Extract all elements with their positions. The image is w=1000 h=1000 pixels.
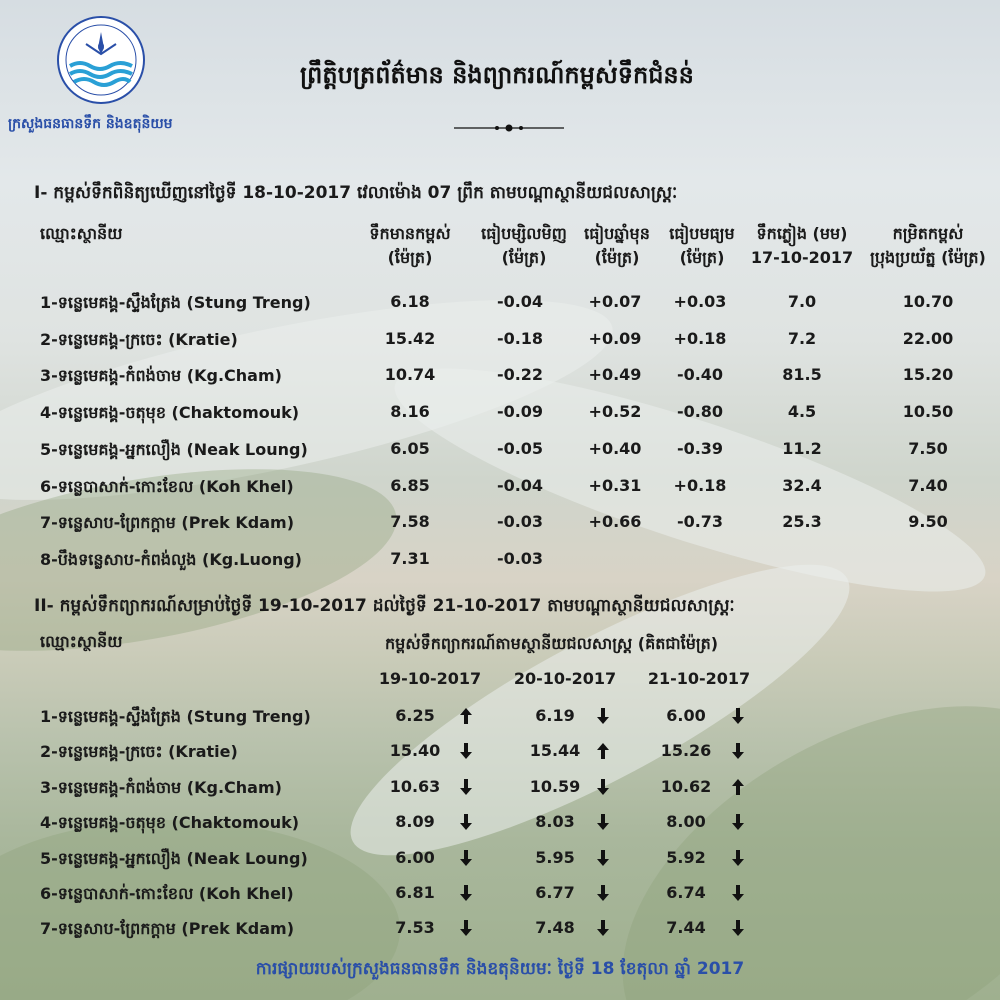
- arrow-down-icon: [597, 779, 609, 795]
- table-cell: 7.40: [908, 475, 948, 495]
- station-name: 1-ទន្លេមេគង្គ-ស្ទឹងត្រែង (Stung Treng): [40, 707, 311, 726]
- station-name: 7-ទន្លេសាប-ព្រែកក្តាម (Prek Kdam): [40, 919, 295, 939]
- forecast-value: 6.81: [395, 883, 435, 902]
- table-cell: -0.18: [496, 328, 544, 348]
- col-header: ទឹកភ្លៀង (មម) 17-10-2017: [750, 224, 854, 267]
- date-header: 21-10-2017: [647, 669, 751, 688]
- table-cell: 25.3: [782, 512, 822, 532]
- arrow-down-icon: [597, 920, 609, 936]
- col-station-header: ឈ្មោះស្ថានីយ: [40, 224, 123, 243]
- station-name: 5-ទន្លេមេគង្គ-អ្នកលឿង (Neak Loung): [40, 848, 308, 868]
- forecast-value: 6.77: [535, 883, 575, 902]
- forecast-value: 6.00: [666, 706, 706, 725]
- table-cell: 81.5: [782, 365, 822, 385]
- arrow-down-icon: [460, 850, 472, 866]
- table-cell: 22.00: [902, 328, 954, 348]
- table-cell: 6.85: [390, 475, 430, 495]
- col-header: ធៀបមធ្យម (ម៉ែត្រ): [669, 224, 735, 267]
- table-cell: +0.07: [588, 292, 642, 311]
- section-2-title: II- កម្ពស់ទឹកព្យាករណ៍សម្រាប់ថ្ងៃទី 19-10-2017 ដល់ថ្ងៃទី 21-10-2017 តាមបណ្តាស្ថានីយជលសាស្ត្រៈ: [34, 596, 735, 616]
- table-cell: 32.4: [782, 475, 822, 495]
- table-cell: 8.16: [390, 402, 430, 422]
- arrow-down-icon: [460, 885, 472, 901]
- arrow-down-icon: [597, 814, 609, 830]
- table-cell: +0.03: [673, 292, 727, 311]
- table-cell: -0.03: [496, 548, 544, 568]
- forecast-value: 8.09: [395, 812, 435, 832]
- station-name: 6-ទន្លេបាសាក់-កោះខែល (Koh Khel): [40, 476, 294, 496]
- arrow-down-icon: [460, 814, 472, 830]
- station-name: 4-ទន្លេមេគង្គ-ចតុមុខ (Chaktomouk): [40, 813, 300, 833]
- page-title: ព្រឹត្តិបត្រព័ត៌មាន និងព្យាករណ៍កម្ពស់ទឹកជំនន់: [300, 61, 694, 89]
- table-cell: -0.22: [496, 365, 544, 385]
- col-header: កម្រិតកម្ពស់ ប្រុងប្រយ័ត្ន (ម៉ែត្រ): [870, 224, 986, 267]
- table-cell: +0.18: [673, 328, 727, 348]
- forecast-value: 6.74: [666, 883, 706, 902]
- table-cell: 10.70: [902, 292, 954, 311]
- table-cell: +0.31: [588, 475, 642, 495]
- forecast-value: 5.92: [666, 847, 706, 867]
- station-name: 5-ទន្លេមេគង្គ-អ្នកលឿង (Neak Loung): [40, 439, 308, 459]
- arrow-down-icon: [732, 885, 744, 901]
- station-name: 6-ទន្លេបាសាក់-កោះខែល (Koh Khel): [40, 884, 294, 903]
- station-name: 7-ទន្លេសាប-ព្រែកក្តាម (Prek Kdam): [40, 513, 295, 533]
- table-cell: -0.80: [676, 402, 724, 422]
- forecast-value: 15.26: [660, 741, 712, 761]
- col-header: ធៀបម្សិលមិញ (ម៉ែត្រ): [481, 224, 567, 267]
- table-cell: +0.52: [588, 402, 642, 422]
- arrow-down-icon: [597, 850, 609, 866]
- col-header: ទឹកមានកម្ពស់ (ម៉ែត្រ): [369, 224, 451, 267]
- table-cell: +0.49: [588, 365, 642, 385]
- table-cell: +0.40: [588, 438, 642, 458]
- table-cell: 7.0: [787, 292, 817, 311]
- table-cell: 15.42: [384, 328, 436, 348]
- arrow-down-icon: [732, 743, 744, 759]
- forecast-value: 8.03: [535, 812, 575, 832]
- table-cell: 7.58: [390, 512, 430, 532]
- table-cell: -0.03: [496, 512, 544, 532]
- table-cell: -0.39: [676, 438, 724, 458]
- forecast-value: 6.19: [535, 706, 575, 725]
- arrow-down-icon: [460, 743, 472, 759]
- arrow-down-icon: [460, 920, 472, 936]
- ministry-logo-icon: [56, 14, 146, 106]
- table-cell: 7.2: [787, 328, 817, 348]
- date-header: 20-10-2017: [513, 669, 617, 688]
- forecast-value: 6.00: [395, 847, 435, 867]
- forecast-value: 7.48: [535, 918, 575, 938]
- forecast-value: 15.40: [389, 741, 441, 761]
- forecast-value: 10.63: [389, 776, 441, 796]
- col-station-header: ឈ្មោះស្ថានីយ: [40, 632, 123, 651]
- arrow-down-icon: [597, 885, 609, 901]
- forecast-value: 10.62: [660, 776, 712, 796]
- station-name: 1-ទន្លេមេគង្គ-ស្ទឹងត្រែង (Stung Treng): [40, 293, 311, 312]
- ornament-divider-icon: [454, 118, 564, 128]
- footer-text: ការផ្សាយរបស់ក្រសួងធនធានទឹក និងឧតុនិយមៈ ថ្ងៃទី 18 ខែតុលា ឆ្នាំ 2017: [255, 959, 745, 979]
- arrow-down-icon: [732, 920, 744, 936]
- section-1-title: I- កម្ពស់ទឹកពិនិត្យឃើញនៅថ្ងៃទី 18-10-2017 វេលាម៉ោង 07 ព្រឹក តាមបណ្តាស្ថានីយជលសាស្ត្រៈ: [34, 183, 678, 203]
- arrow-down-icon: [732, 814, 744, 830]
- table-cell: 6.18: [390, 292, 430, 311]
- date-header: 19-10-2017: [378, 669, 482, 688]
- table-cell: 15.20: [902, 365, 954, 385]
- station-name: 3-ទន្លេមេគង្គ-កំពង់ចាម (Kg.Cham): [40, 777, 282, 797]
- station-name: 3-ទន្លេមេគង្គ-កំពង់ចាម (Kg.Cham): [40, 366, 282, 386]
- table-cell: 7.31: [390, 548, 430, 568]
- table-cell: 6.05: [390, 438, 430, 458]
- forecast-value: 7.53: [395, 918, 435, 938]
- table-cell: -0.04: [496, 292, 544, 311]
- arrow-down-icon: [732, 708, 744, 724]
- table-cell: -0.09: [496, 402, 544, 422]
- table-cell: 10.74: [384, 365, 436, 385]
- forecast-value: 5.95: [535, 847, 575, 867]
- station-name: 2-ទន្លេមេគង្គ-ក្រចេះ (Kratie): [40, 742, 238, 762]
- col-header: ធៀបឆ្នាំមុន (ម៉ែត្រ): [584, 224, 650, 267]
- table-cell: 7.50: [908, 438, 948, 458]
- table-cell: +0.66: [588, 512, 642, 532]
- forecast-value: 6.25: [395, 706, 435, 725]
- station-name: 4-ទន្លេមេគង្គ-ចតុមុខ (Chaktomouk): [40, 403, 300, 423]
- table-cell: -0.40: [676, 365, 724, 385]
- table-cell: 9.50: [908, 512, 948, 532]
- arrow-up-icon: [460, 708, 472, 724]
- arrow-up-icon: [732, 779, 744, 795]
- arrow-down-icon: [732, 850, 744, 866]
- forecast-value: 8.00: [666, 812, 706, 832]
- arrow-down-icon: [597, 708, 609, 724]
- forecast-value: 7.44: [666, 918, 706, 938]
- table-cell: +0.09: [588, 328, 642, 348]
- table-cell: +0.18: [673, 475, 727, 495]
- station-name: 8-បឹងទន្លេសាប-កំពង់លួង (Kg.Luong): [40, 549, 302, 569]
- station-name: 2-ទន្លេមេគង្គ-ក្រចេះ (Kratie): [40, 329, 238, 349]
- arrow-up-icon: [597, 743, 609, 759]
- forecast-header: កម្ពស់ទឹកព្យាករណ៍តាមស្ថានីយជលសាស្ត្រ (គិតជាម៉ែត្រ): [385, 634, 719, 653]
- table-cell: -0.73: [676, 512, 724, 532]
- table-cell: 11.2: [782, 438, 822, 458]
- ministry-name: ក្រសួងធនធានទឹក និងឧតុនិយម: [8, 116, 173, 132]
- table-cell: 4.5: [787, 402, 817, 422]
- table-cell: -0.05: [496, 438, 544, 458]
- table-cell: 10.50: [902, 402, 954, 422]
- forecast-value: 15.44: [529, 741, 581, 761]
- forecast-value: 10.59: [529, 776, 581, 796]
- arrow-down-icon: [460, 779, 472, 795]
- table-cell: -0.04: [496, 475, 544, 495]
